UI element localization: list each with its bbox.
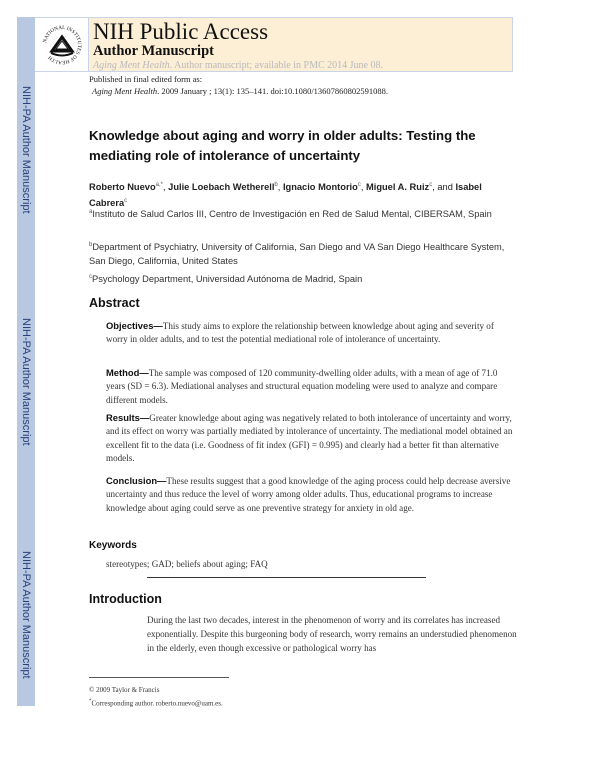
introduction-heading: Introduction — [89, 592, 162, 606]
svg-text:NATIONAL INSTITUTES OF HEALTH: NATIONAL INSTITUTES OF HEALTH — [41, 24, 82, 65]
corresponding-author-footnote: *Corresponding author. roberto.nuevo@uam.es. — [89, 699, 223, 708]
affiliation-a: $^a$Instituto de Salud Carlos III, Centro de Investigación en Red de Salud Mental, CIBERSAM, Spain — [89, 209, 492, 220]
abstract-method: Method—The sample was composed of 120 community-dwelling older adults, with a mean of age of 71.0 years (SD = 6.3). Mediational analyses and structural equation modeling were used to analyze and compare different models. — [106, 367, 498, 405]
section-divider — [147, 577, 426, 578]
publication-info: Published in final edited form as: Aging Ment Health. 2009 January ; 13(1): 135–141. doi:10.1080/13607860802591088. — [89, 74, 389, 96]
introduction-text: During the last two decades, interest in the phenomenon of worry and its correlates has increased exponentially. Despite this burgeoning body of research, worry remains an understudied phenomenon in the elderly, even though excessive or pathological worry has — [147, 615, 517, 653]
public-access-banner — [89, 18, 512, 71]
sidebar-label-2: NIH-PA Author Manuscript — [20, 318, 32, 446]
affiliation-b: $^b$Department of Psychiatry, University of California, San Diego and VA San Diego Healthcare System, San Diego, California, United States — [89, 242, 505, 267]
header-title: NIH Public Access — [93, 19, 269, 44]
article-title: Knowledge about aging and worry in older adults: Testing the mediating role of intolerance of uncertainty — [89, 128, 476, 163]
copyright-footnote: © 2009 Taylor & Francis — [89, 686, 160, 694]
author-list: Roberto Nuevo$^{a,*}$, Julie Loebach Wetherell$^b$, Ignacio Montorio$^c$, Miguel A. Ruiz$^c$, and Isabel Cabrera$^c$ — [89, 182, 482, 209]
keywords-heading: Keywords — [89, 540, 137, 551]
abstract-heading: Abstract — [89, 296, 140, 310]
sidebar-label-3: NIH-PA Author Manuscript — [20, 551, 32, 679]
abstract-conclusion: Conclusion—These results suggest that a good knowledge of the aging process could help decrease aversive uncertainty and thus reduce the level of worry among older adults. Thus, educational programs to increase knowledge about aging could serve as one preventive strategy for anxiety in old age. — [106, 475, 511, 513]
abstract-objectives: Objectives—This study aims to explore the relationship between knowledge about aging and severity of worry in older adults, and to test the potential mediational role of intolerance of uncertainty. — [106, 320, 494, 345]
footnote-divider — [89, 677, 229, 678]
header-subtitle: Author Manuscript — [93, 43, 214, 59]
sidebar-label-1: NIH-PA Author Manuscript — [20, 86, 32, 214]
abstract-results: Results—Greater knowledge about aging was negatively related to both intolerance of uncertainty and worry, and its effect on worry was partially mediated by intolerance of uncertainty. The mediational model obtained an excellent fit to the data (i.e. Goodness of fit index (GFI) = 0.995) and clearly had a better fit than alternative models. — [106, 412, 513, 463]
nih-logo-icon — [35, 18, 89, 71]
nih-header — [35, 17, 513, 72]
keywords-text: stereotypes; GAD; beliefs about aging; FAQ — [106, 559, 268, 569]
affiliation-c: $^c$Psychology Department, Universidad Autónoma de Madrid, Spain — [89, 274, 363, 285]
availability-note: Aging Ment Health. Author manuscript; available in PMC 2014 June 08. — [93, 60, 383, 71]
